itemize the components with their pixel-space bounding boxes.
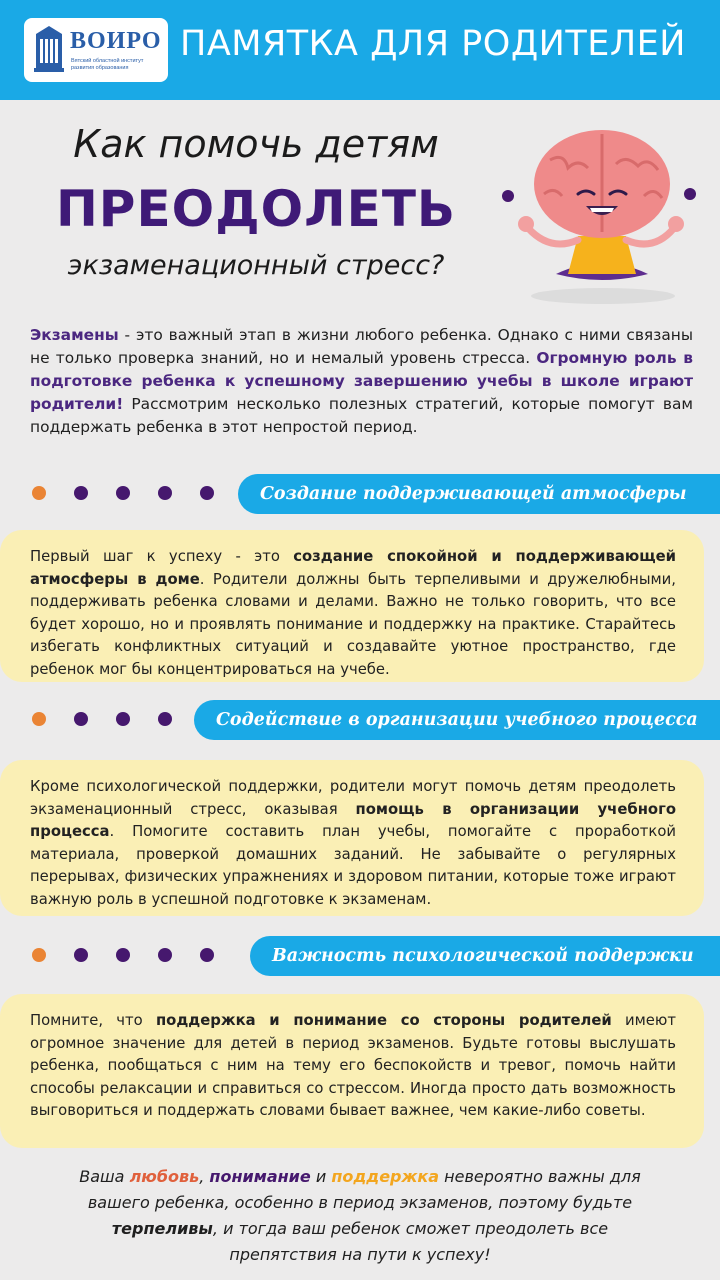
section-title-psych-support: Важность психологической поддержки	[250, 936, 720, 976]
meditating-brain-illustration	[498, 124, 700, 310]
headline-line-1: Как помочь детям	[73, 122, 439, 166]
header-title: ПАМЯТКА ДЛЯ РОДИТЕЛЕЙ	[180, 24, 686, 64]
section-highlight: помощь в организации учебного процесса	[30, 800, 676, 840]
section-title-atmosphere: Создание поддерживающей атмосферы	[238, 474, 720, 514]
closing-keyword-support: поддержка	[331, 1167, 440, 1186]
closing-text: , и тогда ваш ребенок сможет преодолеть все препятствия на пути к успеху!	[212, 1219, 609, 1264]
intro-text-2: Рассмотрим несколько полезных стратегий, которые помогут вам поддержать ребенка в этот непростой период.	[30, 395, 693, 436]
section-highlight: создание спокойной и поддерживающей атмосферы в доме	[30, 548, 676, 588]
section-title-study-process: Содействие в организации учебного процесса	[194, 700, 720, 740]
section-card-study-process	[0, 760, 704, 916]
dot-icon	[116, 712, 130, 726]
closing-text: ,	[199, 1167, 210, 1186]
section-text: имеют огромное значение для детей в период экзаменов. Будьте готовы выслушать ребенка, пообщаться с ним на тему его беспокойств и тревог, помочь найти способы релаксации и справиться со стрессом. Иногда просто дать возможность выговориться и поддержать словами бывает важнее, чем какие-либо советы.	[30, 1012, 676, 1119]
dot-icon	[158, 712, 172, 726]
dot-icon	[200, 486, 214, 500]
dot-icon	[200, 948, 214, 962]
closing-keyword-understanding: понимание	[209, 1167, 311, 1186]
header-bar	[0, 0, 720, 100]
dot-icon	[32, 712, 46, 726]
logo-title: ВОИРО	[70, 28, 162, 54]
decorative-dots	[32, 712, 182, 726]
section-text: Первый шаг к успеху - это	[30, 548, 294, 565]
dot-icon	[158, 948, 172, 962]
section-text: . Родители должны быть терпеливыми и дружелюбными, поддерживать ребенка словами и делами. Важно не только говорить, что все будет хорошо, но и проявлять понимание и поддержку на практике. Старайтесь избегать конфликтных ситуаций и создавайте уютное пространство, где ребенок мог бы концентрироваться на учебе.	[30, 570, 676, 678]
section-text: . Помогите составить план учебы, помогайте с проработкой материала, проверкой домашних заданий. Не забывайте о регулярных перерывах, физических упражнениях и здоровом питании, которые тоже играют важную роль в успешной подготовке к экзаменам.	[30, 823, 676, 908]
logo-subtitle: Вятский областной институт развития образования	[71, 58, 144, 71]
logo	[24, 18, 168, 82]
dot-icon	[32, 948, 46, 962]
logo-emblem-icon	[34, 26, 64, 74]
dot-icon	[32, 486, 46, 500]
closing-text: и	[310, 1167, 332, 1186]
headline-line-2: ПРЕОДОЛЕТЬ	[55, 180, 457, 238]
decorative-dots	[32, 948, 232, 962]
dot-icon	[116, 486, 130, 500]
intro-text-1: - это важный этап в жизни любого ребенка. Однако с ними связаны не только проверка знаний, но и немалый уровень стресса.	[30, 326, 693, 367]
decorative-dots	[32, 486, 222, 500]
intro-keyword-parents: Огромную роль в подготовке ребенка к успешному завершению учебы в школе играют родители!	[30, 349, 693, 413]
section-text: Помните, что	[30, 1012, 156, 1029]
closing-message	[60, 1164, 660, 1268]
closing-text: Ваша	[79, 1167, 130, 1186]
closing-keyword-love: любовь	[129, 1167, 200, 1186]
section-highlight: поддержка и понимание со стороны родителей	[155, 1012, 612, 1029]
intro-keyword-exams: Экзамены	[30, 326, 119, 344]
dot-icon	[74, 486, 88, 500]
section-card-psych-support	[0, 994, 704, 1148]
section-card-atmosphere	[0, 530, 704, 682]
closing-keyword-patient: терпеливы	[111, 1219, 213, 1238]
closing-text: невероятно важны для вашего ребенка, особенно в период экзаменов, поэтому будьте	[87, 1167, 641, 1212]
headline-line-3: экзаменационный стресс?	[67, 250, 445, 281]
intro-paragraph	[30, 324, 693, 439]
dot-icon	[158, 486, 172, 500]
dot-icon	[74, 948, 88, 962]
dot-icon	[74, 712, 88, 726]
dot-icon	[116, 948, 130, 962]
section-text: Кроме психологической поддержки, родители могут помочь детям преодолеть экзаменационный стресс, оказывая	[30, 778, 676, 818]
